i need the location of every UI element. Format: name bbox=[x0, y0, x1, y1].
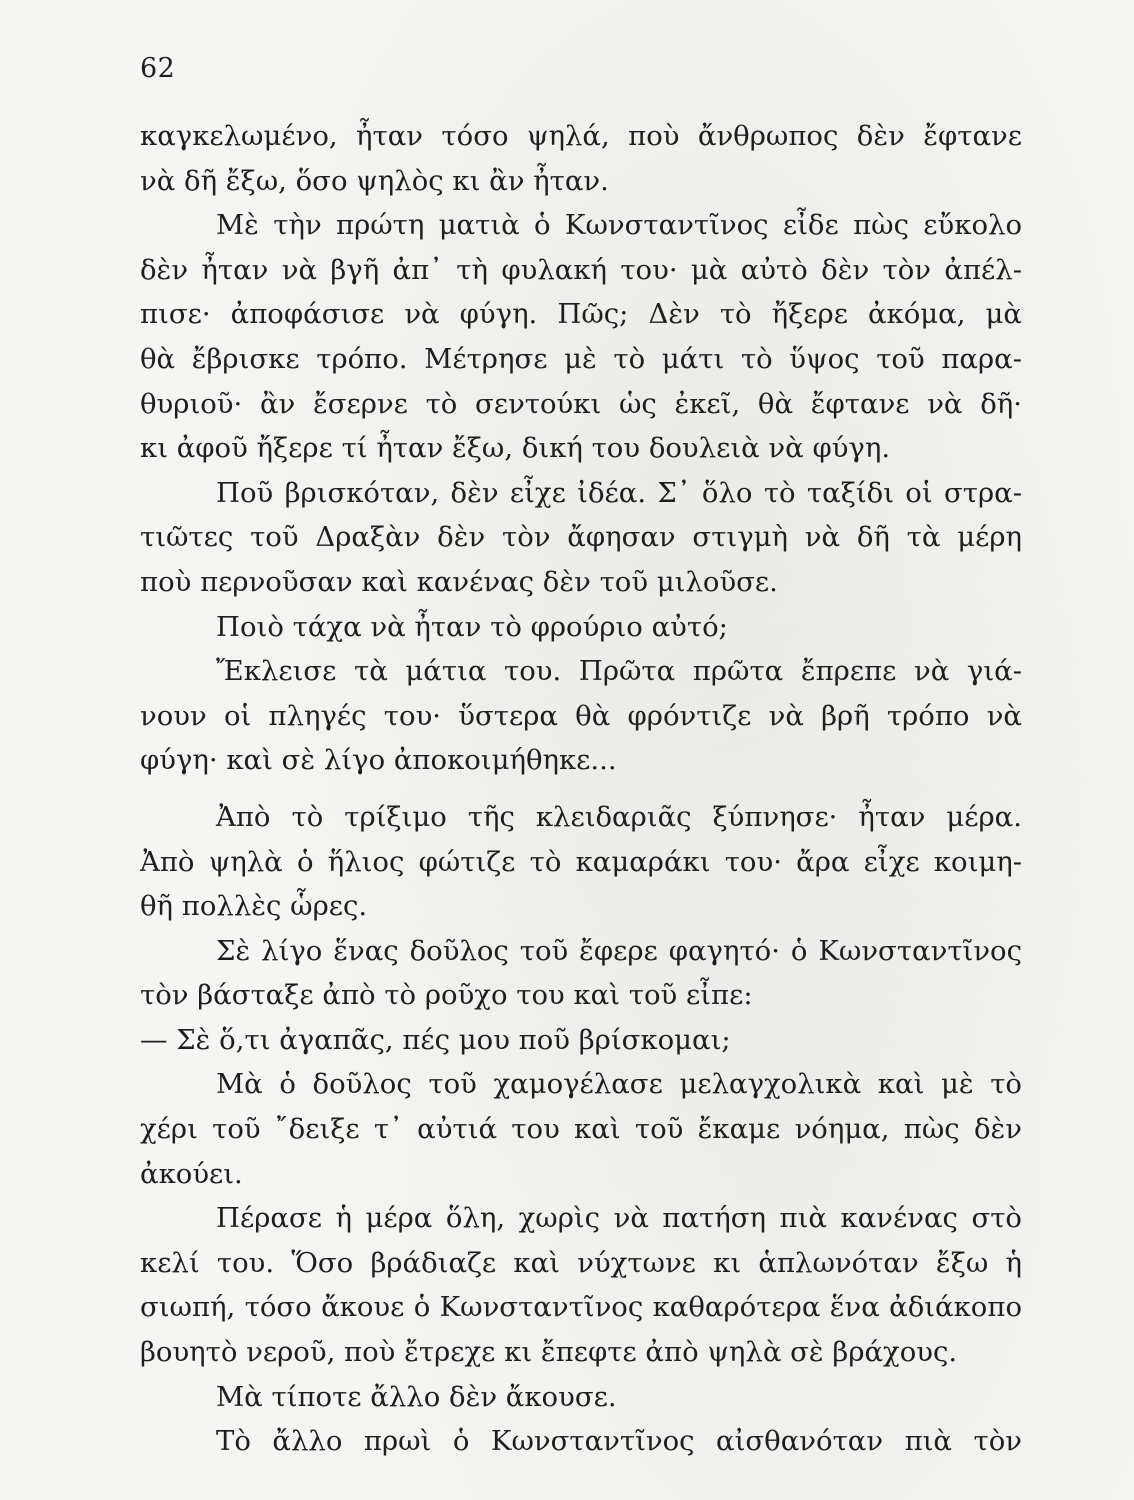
section-break bbox=[140, 783, 1022, 795]
text-line: τὸν βάσταξε ἀπὸ τὸ ροῦχο του καὶ τοῦ εἶπε: bbox=[140, 979, 753, 1012]
text-line: Ἀπὸ τὸ τρίξιμο τῆς κλειδαριᾶς ξύπνησε· ἦταν μέρα. bbox=[216, 800, 1022, 833]
text-line: θῆ πολλὲς ὧρες. bbox=[140, 890, 368, 923]
text-line: Μὰ τίποτε ἄλλο δὲν ἄκουσε. bbox=[216, 1380, 617, 1413]
text-line: Ἀπὸ ψηλὰ ὁ ἥλιος φώτιζε τὸ καμαράκι του· ἄρα εἶχε κοιμη- bbox=[140, 845, 1022, 878]
text-line: ἀκούει. bbox=[140, 1157, 243, 1190]
text-line: θυριοῦ· ἂν ἔσερνε τὸ σεντούκι ὡς ἐκεῖ, θὰ ἔφτανε νὰ δῆ· bbox=[140, 387, 1022, 420]
text-line: θὰ ἔβρισκε τρόπο. Μέτρησε μὲ τὸ μάτι τὸ ὕψος τοῦ παρα- bbox=[140, 342, 1022, 375]
text-line: δὲν ἦταν νὰ βγῆ ἀπ᾽ τὴ φυλακή του· μὰ αὐτὸ δὲν τὸν ἀπέλ- bbox=[140, 253, 1022, 286]
body-text bbox=[140, 114, 1022, 1464]
text-line: βουητὸ νεροῦ, ποὺ ἔτρεχε κι ἔπεφτε ἀπὸ ψηλὰ σὲ βράχους. bbox=[140, 1336, 958, 1369]
text-line: Τὸ ἄλλο πρωὶ ὁ Κωνσταντῖνος αἰσθανόταν πιὰ τὸν bbox=[216, 1425, 1022, 1458]
text-line: ποὺ περνοῦσαν καὶ κανένας δὲν τοῦ μιλοῦσε. bbox=[140, 565, 778, 598]
text-line: τιῶτες τοῦ Δραξὰν δὲν τὸν ἄφησαν στιγμὴ νὰ δῆ τὰ μέρη bbox=[140, 521, 1022, 554]
text-line: Ποῦ βρισκόταν, δὲν εἶχε ἰδέα. Σ᾽ ὅλο τὸ ταξίδι οἱ στρα- bbox=[216, 476, 1022, 509]
text-line: Ποιὸ τάχα νὰ ἦταν τὸ φρούριο αὐτό; bbox=[216, 610, 728, 643]
page-number: 62 bbox=[140, 53, 176, 84]
text-line: φύγη· καὶ σὲ λίγο ἀποκοιμήθηκε... bbox=[140, 744, 617, 777]
text-line: Σὲ λίγο ἕνας δοῦλος τοῦ ἔφερε φαγητό· ὁ Κωνσταντῖνος bbox=[216, 934, 1022, 967]
text-line: κελί του. Ὅσο βράδιαζε καὶ νύχτωνε κι ἁπλωνόταν ἔξω ἡ bbox=[140, 1246, 1022, 1279]
text-line: Ἔκλεισε τὰ μάτια του. Πρῶτα πρῶτα ἔπρεπε νὰ γιά- bbox=[216, 655, 1022, 688]
text-line: χέρι τοῦ ῎δειξε τ᾽ αὐτιά του καὶ τοῦ ἔκαμε νόημα, πὼς δὲν bbox=[140, 1113, 1022, 1146]
text-line: κι ἀφοῦ ἤξερε τί ἦταν ἔξω, δική του δουλειὰ νὰ φύγη. bbox=[140, 432, 891, 465]
text-line: Μὲ τὴν πρώτη ματιὰ ὁ Κωνσταντῖνος εἶδε πὼς εὔκολο bbox=[216, 209, 1022, 242]
text-line: καγκελωμένο, ἦταν τόσο ψηλά, ποὺ ἄνθρωπος δὲν ἔφτανε bbox=[140, 120, 1022, 152]
text-line: νουν οἱ πληγές του· ὕστερα θὰ φρόντιζε νὰ βρῆ τρόπο νὰ bbox=[140, 699, 1022, 732]
text-line: σιωπή, τόσο ἄκουε ὁ Κωνσταντῖνος καθαρότερα ἕνα ἀδιάκοπο bbox=[140, 1291, 1022, 1324]
text-line: πισε· ἀποφάσισε νὰ φύγη. Πῶς; Δὲν τὸ ἤξερε ἀκόμα, μὰ bbox=[140, 298, 1022, 331]
text-line: Πέρασε ἡ μέρα ὅλη, χωρὶς νὰ πατήση πιὰ κανένας στὸ bbox=[216, 1202, 1022, 1235]
text-line: — Σὲ ὅ,τι ἀγαπᾶς, πές μου ποῦ βρίσκομαι; bbox=[140, 1023, 731, 1056]
text-line: Μὰ ὁ δοῦλος τοῦ χαμογέλασε μελαγχολικὰ καὶ μὲ τὸ bbox=[216, 1068, 1022, 1101]
text-line: νὰ δῆ ἔξω, ὅσο ψηλὸς κι ἂν ἦταν. bbox=[140, 164, 609, 197]
